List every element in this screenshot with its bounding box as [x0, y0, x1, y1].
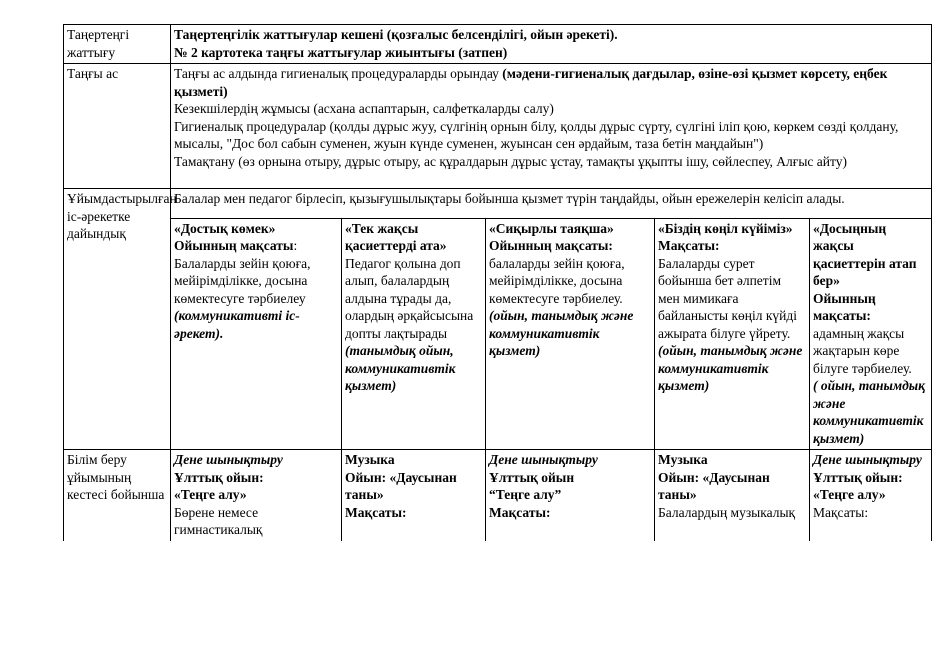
- game-goal-label: Ойынның мақсаты: [174, 238, 294, 253]
- row-organized-activity: [64, 189, 932, 219]
- row-label: Таңғы ас: [64, 64, 171, 189]
- organized-intro: Балалар мен педагог бірлесіп, қызығушылықтары бойынша қызмет түрін таңдайды, ойын ережелерін келісіп алады.: [171, 189, 932, 219]
- morning-line-1: Таңертеңгілік жаттығулар кешені (қозғалыс белсенділігі, ойын әрекеті).: [174, 27, 618, 42]
- daily-plan-table: [63, 24, 932, 541]
- breakfast-paragraph: Тамақтану (өз орнына отыру, дұрыс отыру, ас құралдарын дұрыс ұстау, тамақты ұқыпты ішу, сөйлеспеу, Алғыс айту): [174, 153, 847, 169]
- game-cell: «Достық көмек» Ойынның мақсаты: Балаларды зейін қоюға, мейірімділікке, досына көмектесуге тәрбиелеу (коммуникативті іс-әрекет).: [171, 218, 342, 450]
- game-cell: [486, 218, 655, 450]
- game-cell: [655, 218, 810, 450]
- game-text: Балаларды сурет бойынша бет әлпетiм мен мимикаға байланысты көңіл күйді ажырата білуге үйрету.: [658, 255, 797, 341]
- schedule-cell: Музыка Ойын: «Даусынан таны» Балалардың музыкалық: [655, 450, 810, 541]
- game-title: «Сиқырлы таяқша»: [489, 220, 614, 236]
- game-text: балаларды зейін қоюға, мейірімділікке, досына көмектесуге тәрбиелеу.: [489, 255, 625, 306]
- schedule-cell: Музыка Ойын: «Даусынан таны» Мақсаты:: [342, 450, 486, 541]
- breakfast-paragraph: Кезекшілердің жұмысы (асхана аспаптарын, салфеткаларды салу): [174, 101, 554, 116]
- row-games: [64, 218, 932, 450]
- game-tag: ( ойын, танымдық және коммуникативтік қызмет): [813, 378, 926, 446]
- game-text: адамның жақсы жақтарын көре білуге тәрбиелеу.: [813, 325, 912, 376]
- row-schedule: [64, 450, 932, 541]
- breakfast-content: [171, 64, 932, 189]
- breakfast-paragraph: Таңғы ас алдында гигиеналық процедураларды орындау (мәдени-гигиеналық дағдылар, өзіне-өзі қызмет көрсету, еңбек қызметі): [174, 66, 888, 99]
- row-label: Ұйымдастырылған іс-әрекетке дайындық: [64, 189, 171, 450]
- game-title: «Достық көмек»: [174, 220, 276, 236]
- row-morning-exercise: [64, 25, 932, 64]
- row-label: Білім беру ұйымының кестесі бойынша: [64, 450, 171, 541]
- game-tag: (коммуникативті іс-әрекет).: [174, 308, 300, 341]
- game-tag: (танымдық ойын, коммуникативтік қызмет): [345, 343, 456, 393]
- game-title: «Тек жақсы қасиеттерді ата»: [345, 220, 447, 253]
- row-breakfast: [64, 64, 932, 189]
- game-cell: [342, 218, 486, 450]
- game-cell: [810, 218, 932, 450]
- schedule-cell: Дене шынықтыру Ұлттық ойын “Теңге алу” Мақсаты:: [486, 450, 655, 541]
- game-title: «Біздің көңіл күйіміз» Мақсаты:: [658, 220, 793, 253]
- game-title: «Досыңның жақсы қасиеттерін атап бер»: [813, 220, 917, 288]
- game-goal-label: Ойынның мақсаты:: [813, 290, 876, 323]
- game-text: Педагог қолына доп алып, балалардың алдына тұрады да, олардың әрқайсысына допты лақтырады: [345, 255, 474, 341]
- schedule-cell: Дене шынықтыру Ұлттық ойын: «Теңге алу» Бөрене немесе гимнастикалық: [171, 450, 342, 541]
- game-tag: (ойын, танымдық және коммуникативтік қызмет): [658, 343, 803, 393]
- morning-content: [171, 25, 932, 64]
- game-goal-label: Ойынның мақсаты:: [489, 238, 613, 253]
- row-label: Таңертеңгі жаттығу: [64, 25, 171, 64]
- game-tag: (ойын, танымдық және коммуникативтік қызмет): [489, 308, 634, 358]
- game-text: Балаларды зейін қоюға, мейірімділікке, досына көмектесуге тәрбиелеу: [174, 255, 311, 306]
- schedule-cell: Дене шынықтыру Ұлттық ойын: «Теңге алу» Мақсаты:: [810, 450, 932, 541]
- breakfast-paragraph: Гигиеналық процедуралар (қолды дұрыс жуу, сүлгінің орнын білу, қолды дұрыс сүрту, сүлгіні іліп қою, көркем сөзді қолдану, мысалы, "Дос бол сабын суменен, жуын күнде суменен, жуынсан сен әрдайым, таза бетін маңдайын"): [174, 118, 899, 151]
- morning-line-2: № 2 картотека таңғы жаттығулар жиынтығы (затпен): [174, 44, 508, 60]
